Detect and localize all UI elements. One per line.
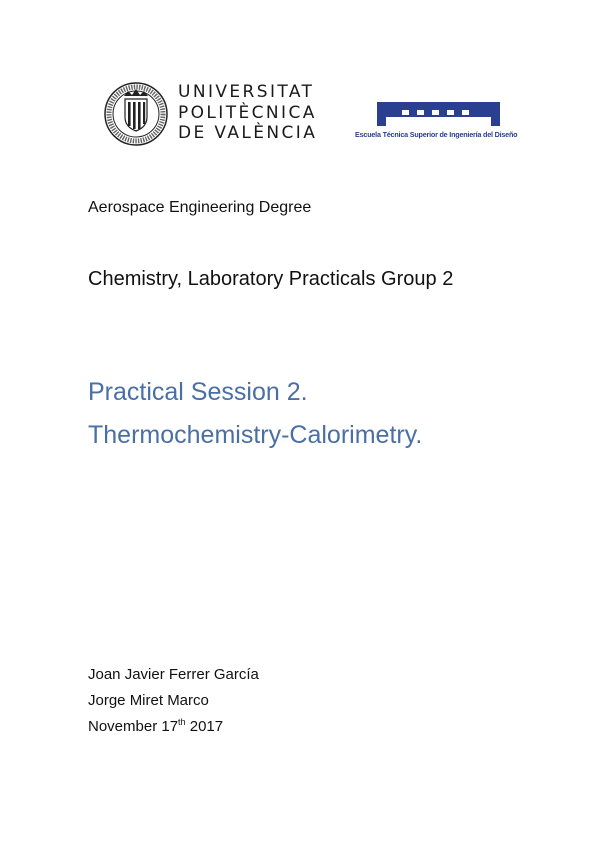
authors-block (88, 662, 259, 740)
session-title (88, 371, 422, 457)
date-ordinal: th (178, 717, 186, 727)
upv-name-logo (178, 82, 317, 144)
date-year: 2017 (185, 718, 224, 735)
upv-seal-logo (104, 82, 168, 146)
date (88, 714, 259, 740)
course-title: Chemistry, Laboratory Practicals Group 2 (88, 268, 454, 290)
upv-name-line: UNIVERSITAT (178, 82, 315, 102)
date-prefix: November 17 (88, 718, 179, 735)
etsid-name: Escuela Técnica Superior de Ingeniería del Diseño (355, 130, 518, 139)
upv-name-line: POLITÈCNICA (178, 102, 317, 123)
author-name: Jorge Miret Marco (88, 692, 209, 709)
session-title-line1: Practical Session 2. (88, 378, 308, 406)
degree-title: Aerospace Engineering Degree (88, 199, 312, 216)
etsid-logo (377, 100, 500, 126)
upv-name-line: DE VALÈNCIA (178, 123, 318, 143)
author-name: Joan Javier Ferrer García (88, 666, 259, 683)
session-title-line2: Thermochemistry-Calorimetry. (88, 421, 423, 449)
etsid-logo-block (355, 100, 517, 139)
